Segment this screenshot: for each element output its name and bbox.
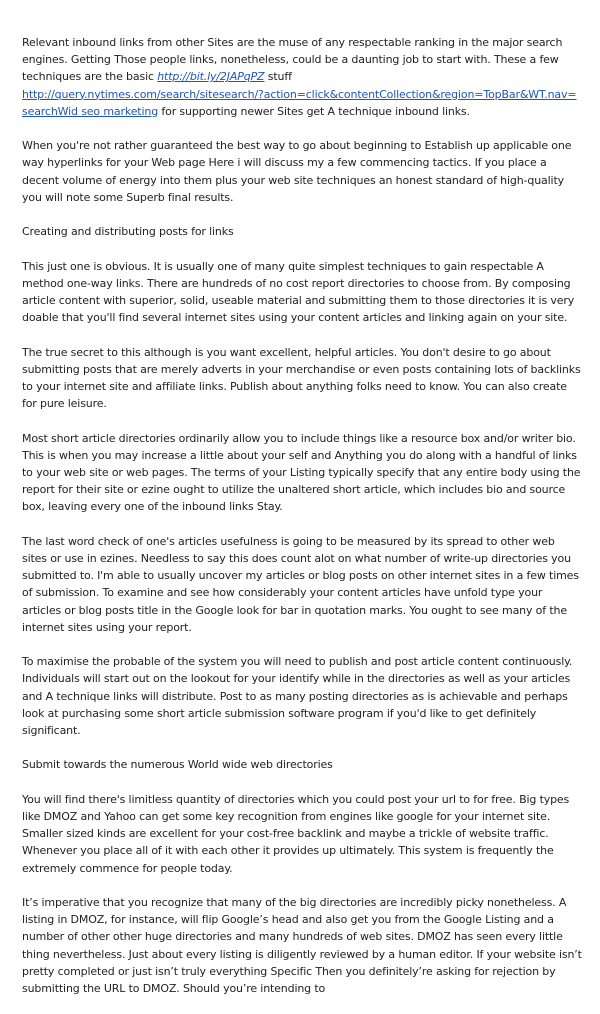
paragraph-2: When you're not rather guaranteed the best way to go about beginning to Establish up applicable one way hyperlinks for your Web page Here i will discuss my a few commencing tactics. If you place a decent volume of energy into them plus your web site techniques an honest standard of high-quality you will note some Superb final results. — [22, 139, 572, 204]
intro-text-after: for supporting newer Sites get A technique inbound links. — [158, 104, 470, 118]
document-body — [22, 34, 582, 1014]
section-heading-directories: Submit towards the numerous World wide web directories — [22, 758, 333, 772]
short-link[interactable]: http://bit.ly/2JAPqPZ — [157, 70, 265, 84]
paragraph-intro — [22, 34, 582, 120]
paragraph-4: The true secret to this although is you want excellent, helpful articles. You don't desire to go about submitting posts that are merely adverts in your merchandise or even posts containing lots of backlinks to your internet site and affiliate links. Publish about anything folks need to know. You can also create for pure leisure. — [22, 345, 581, 411]
section-heading-articles: Creating and distributing posts for links — [22, 225, 234, 239]
paragraph-7: To maximise the probable of the system you will need to publish and post article content continuously. Individuals will start out on the lookout for your identify while in the directories as well as your articles and A technique links will distribute. Post to as many posting directories as is achievable and perhaps look at purchasing some short article submission software program if you'd like to get definitely significant. — [22, 655, 573, 738]
paragraph-8: You will find there's limitless quantity of directories which you could post your url to for free. Big types like DMOZ and Yahoo can get some key recognition from engines like google for your internet site. Smaller sized kinds are excellent for your cost-free backlink and maybe a trickle of website traffic. Whenever you place all of it with each other it provides up ultimately. This system is frequently the extremely commence for people today. — [22, 792, 570, 875]
paragraph-6: The last word check of one's articles usefulness is going to be measured by its spread to other web sites or use in ezines. Needless to say this does count alot on what number of write-up directories you submitted to. I'm able to usually uncover my articles or blog posts on other internet sites in a few times of submission. To examine and see how considerably your content articles have unfold type your articles or blog posts title in the Google look for bar in quotation marks. You ought to see many of the internet sites using your report. — [22, 534, 579, 634]
intro-text-between: stuff — [264, 70, 292, 84]
intro-text: Relevant inbound links from other Sites are the muse of any respectable ranking in the major search engines. Getting Those people links, nonetheless, could be a daunting job to start with. These a few techniques are the basic — [22, 36, 563, 84]
search-link[interactable]: http://query.nytimes.com/search/sitesearch/?action=click&contentCollection&region=TopBar&WT.nav=searchWid seo marketing — [22, 87, 577, 118]
paragraph-9: It’s imperative that you recognize that many of the big directories are incredibly picky nonetheless. A listing in DMOZ, for instance, will flip Google’s head and also get you from the Google Listing and a number of other other huge directories and many hundreds of web sites. DMOZ has seen every little thing nevertheless. Just about every listing is diligently reviewed by a human editor. If your website isn’t pretty completed or just isn’t truly everything Specific Then you definitely’re asking for rejection by submitting the URL to DMOZ. Should you’re intending to — [22, 896, 582, 996]
paragraph-3: This just one is obvious. It is usually one of many quite simplest techniques to gain respectable A method one-way links. There are hundreds of no cost report directories to choose from. By composing article content with superior, solid, useable material and submitting them to those directories it is very doable that you'll find several internet sites using your content articles and linking again on your site. — [22, 259, 575, 325]
paragraph-5: Most short article directories ordinarily allow you to include things like a resource box and/or writer bio. This is when you may increase a little about your self and Anything you do along with a handful of links to your web site or web pages. The terms of your Listing typically specify that any entire body using the report for their site or ezine ought to utilize the unaltered short article, which includes bio and source box, leaving every one of the inbound links Stay. — [22, 431, 581, 514]
